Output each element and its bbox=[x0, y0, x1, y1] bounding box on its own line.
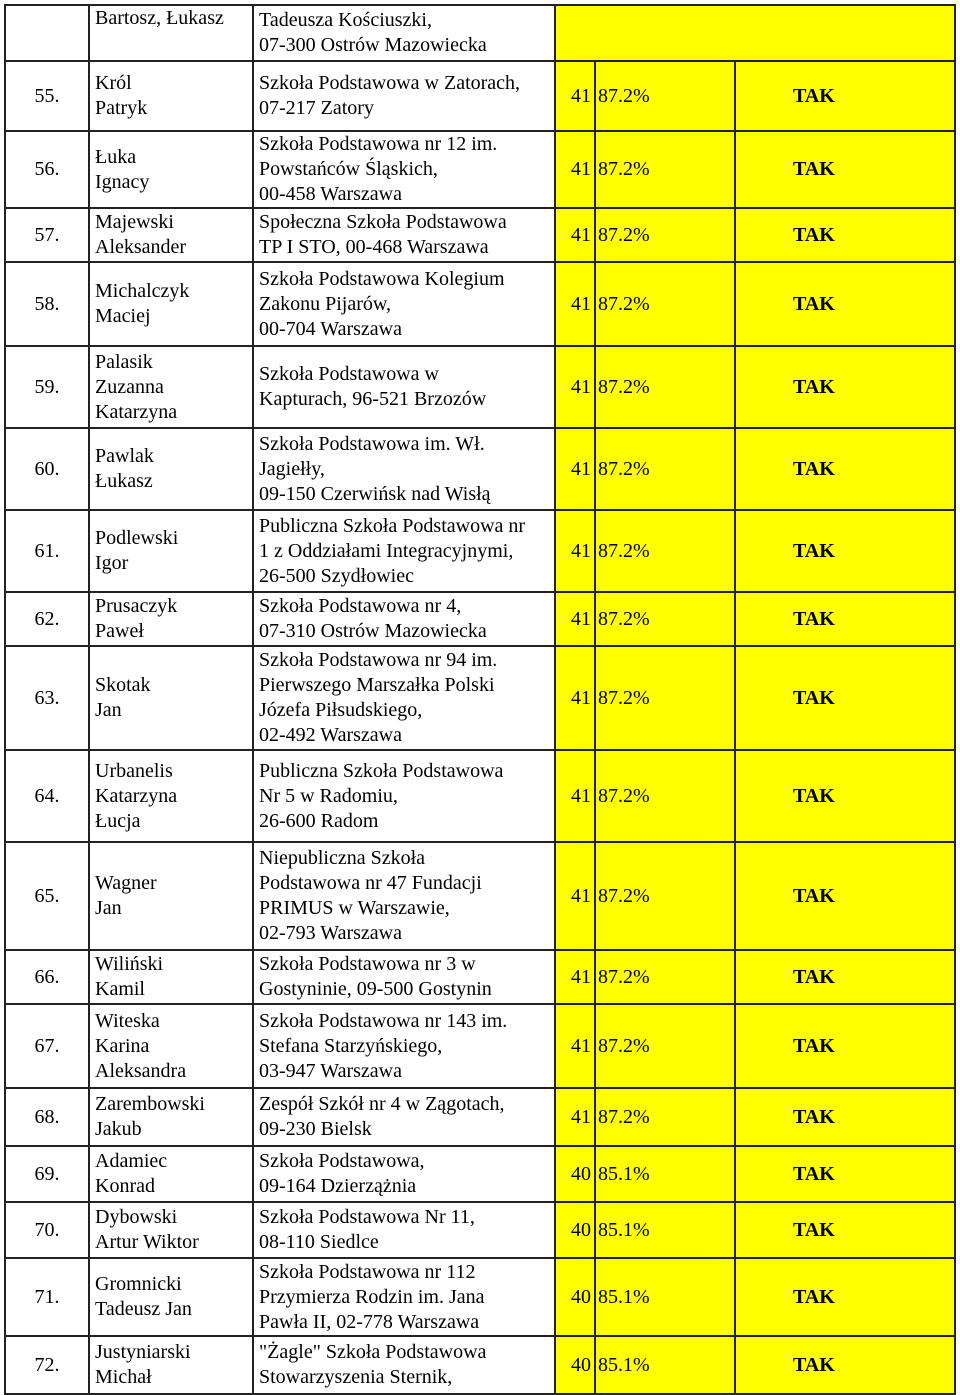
school-address-line: Józefa Piłsudskiego, bbox=[259, 699, 423, 721]
school-address bbox=[253, 1336, 555, 1394]
student-name-line: Maciej bbox=[95, 305, 151, 327]
school-address-line: 02-492 Warszawa bbox=[259, 724, 402, 746]
table-row bbox=[5, 262, 955, 346]
school-address-line: 1 z Oddziałami Integracyjnymi, bbox=[259, 539, 514, 562]
student-name-line: Dybowski bbox=[95, 1206, 178, 1228]
school-address-line: Publiczna Szkoła Podstawowa nr bbox=[259, 514, 526, 537]
student-name-line: Bartosz, Łukasz bbox=[95, 7, 224, 29]
student-name-line: Karina bbox=[95, 1034, 150, 1057]
student-name bbox=[89, 262, 253, 346]
student-name-line: Wagner bbox=[95, 872, 157, 894]
percent-cell: 87.2% bbox=[595, 950, 735, 1004]
school-address-line: Stefana Starzyńskiego, bbox=[259, 1034, 443, 1057]
qualified-status: TAK bbox=[735, 1088, 955, 1146]
school-address-line: 09-150 Czerwińsk nad Wisłą bbox=[259, 482, 491, 505]
qualified-status: TAK bbox=[735, 1336, 955, 1394]
school-address bbox=[253, 750, 555, 842]
student-name-line: Paweł bbox=[95, 620, 144, 642]
student-name-line: Gromnicki bbox=[95, 1273, 182, 1295]
score-cell-empty bbox=[555, 5, 955, 61]
student-name-line: Katarzyna bbox=[95, 784, 178, 807]
school-address-line: Powstańców Śląskich, bbox=[259, 158, 438, 180]
table-row bbox=[5, 1146, 955, 1202]
school-address-line: 07-300 Ostrów Mazowiecka bbox=[259, 34, 487, 56]
school-address bbox=[253, 1258, 555, 1336]
points-cell: 41 bbox=[555, 1004, 595, 1088]
student-name-line: Witeska bbox=[95, 1009, 160, 1032]
qualified-status: TAK bbox=[735, 750, 955, 842]
student-name-line: Prusaczyk bbox=[95, 595, 178, 617]
row-number: 68. bbox=[5, 1088, 89, 1146]
table-row bbox=[5, 208, 955, 262]
results-table bbox=[4, 4, 956, 1395]
row-number: 58. bbox=[5, 262, 89, 346]
student-name-line: Król bbox=[95, 72, 132, 94]
qualified-status: TAK bbox=[735, 262, 955, 346]
school-address-line: Podstawowa nr 47 Fundacji bbox=[259, 872, 482, 894]
table-row bbox=[5, 61, 955, 131]
qualified-status: TAK bbox=[735, 61, 955, 131]
student-name bbox=[89, 131, 253, 208]
school-address bbox=[253, 646, 555, 750]
student-name-line: Majewski bbox=[95, 211, 174, 233]
table-row bbox=[5, 1202, 955, 1258]
table-row bbox=[5, 346, 955, 428]
student-name bbox=[89, 750, 253, 842]
school-address bbox=[253, 842, 555, 950]
percent-cell: 87.2% bbox=[595, 346, 735, 428]
table-row bbox=[5, 428, 955, 510]
row-number: 55. bbox=[5, 61, 89, 131]
school-address-line: Szkoła Podstawowa im. Wł. bbox=[259, 432, 485, 455]
percent-cell: 85.1% bbox=[595, 1258, 735, 1336]
table-row bbox=[5, 750, 955, 842]
row-number: 56. bbox=[5, 131, 89, 208]
school-address-line: Szkoła Podstawowa, bbox=[259, 1150, 425, 1172]
student-name-line: Patryk bbox=[95, 97, 148, 119]
student-name-line: Pawlak bbox=[95, 445, 154, 467]
school-address-line: Pawła II, 02-778 Warszawa bbox=[259, 1310, 480, 1333]
student-name bbox=[89, 1088, 253, 1146]
school-address-line: Szkoła Podstawowa nr 112 bbox=[259, 1260, 476, 1283]
qualified-status: TAK bbox=[735, 950, 955, 1004]
student-name bbox=[89, 428, 253, 510]
school-address bbox=[253, 131, 555, 208]
row-number: 61. bbox=[5, 510, 89, 592]
student-name bbox=[89, 1258, 253, 1336]
qualified-status: TAK bbox=[735, 842, 955, 950]
school-address-line: Społeczna Szkoła Podstawowa bbox=[259, 211, 507, 233]
qualified-status: TAK bbox=[735, 131, 955, 208]
student-name bbox=[89, 646, 253, 750]
percent-cell: 85.1% bbox=[595, 1202, 735, 1258]
qualified-status: TAK bbox=[735, 592, 955, 646]
school-address-line: Niepubliczna Szkoła bbox=[259, 847, 426, 869]
qualified-status: TAK bbox=[735, 1146, 955, 1202]
student-name bbox=[89, 5, 253, 61]
school-address-line: 02-793 Warszawa bbox=[259, 922, 402, 944]
points-cell: 41 bbox=[555, 61, 595, 131]
qualified-status: TAK bbox=[735, 1202, 955, 1258]
percent-cell: 87.2% bbox=[595, 428, 735, 510]
table-row bbox=[5, 592, 955, 646]
school-address-line: Szkoła Podstawowa nr 3 w bbox=[259, 953, 476, 975]
school-address bbox=[253, 61, 555, 131]
student-name-line: Michał bbox=[95, 1366, 152, 1388]
student-name bbox=[89, 510, 253, 592]
student-name-line: Ignacy bbox=[95, 170, 150, 193]
school-address-line: 00-458 Warszawa bbox=[259, 183, 402, 205]
percent-cell: 87.2% bbox=[595, 592, 735, 646]
row-number: 59. bbox=[5, 346, 89, 428]
school-address bbox=[253, 592, 555, 646]
school-address-line: Szkoła Podstawowa Nr 11, bbox=[259, 1206, 475, 1228]
school-address-line: Szkoła Podstawowa nr 94 im. bbox=[259, 649, 498, 671]
student-name bbox=[89, 208, 253, 262]
student-name bbox=[89, 842, 253, 950]
percent-cell: 87.2% bbox=[595, 510, 735, 592]
student-name-line: Aleksandra bbox=[95, 1059, 187, 1082]
row-number: 63. bbox=[5, 646, 89, 750]
school-address-line: Szkoła Podstawowa nr 12 im. bbox=[259, 133, 498, 155]
school-address-line: Szkoła Podstawowa w Zatorach, bbox=[259, 72, 521, 94]
student-name-line: Łukasz bbox=[95, 470, 153, 492]
school-address bbox=[253, 1088, 555, 1146]
row-number: 65. bbox=[5, 842, 89, 950]
student-name-line: Konrad bbox=[95, 1175, 155, 1197]
qualified-status: TAK bbox=[735, 428, 955, 510]
row-number: 60. bbox=[5, 428, 89, 510]
school-address-line: Szkoła Podstawowa w bbox=[259, 363, 439, 385]
percent-cell: 87.2% bbox=[595, 1004, 735, 1088]
school-address-line: "Żagle" Szkoła Podstawowa bbox=[259, 1341, 487, 1363]
student-name-line: Kamil bbox=[95, 978, 145, 1000]
student-name-line: Łucja bbox=[95, 809, 141, 832]
points-cell: 41 bbox=[555, 428, 595, 510]
points-cell: 40 bbox=[555, 1258, 595, 1336]
school-address-line: 03-947 Warszawa bbox=[259, 1059, 402, 1082]
school-address-line: Przymierza Rodzin im. Jana bbox=[259, 1285, 485, 1308]
school-address bbox=[253, 1146, 555, 1202]
table-row bbox=[5, 510, 955, 592]
school-address-line: 08-110 Siedlce bbox=[259, 1231, 379, 1253]
percent-cell: 87.2% bbox=[595, 750, 735, 842]
points-cell: 41 bbox=[555, 262, 595, 346]
percent-cell: 87.2% bbox=[595, 61, 735, 131]
row-number: 67. bbox=[5, 1004, 89, 1088]
school-address-line: Gostyninie, 09-500 Gostynin bbox=[259, 978, 492, 1000]
student-name-line: Zarembowski bbox=[95, 1093, 205, 1115]
points-cell: 41 bbox=[555, 131, 595, 208]
table-row bbox=[5, 1004, 955, 1088]
points-cell: 41 bbox=[555, 842, 595, 950]
points-cell: 41 bbox=[555, 750, 595, 842]
row-number: 70. bbox=[5, 1202, 89, 1258]
points-cell: 41 bbox=[555, 646, 595, 750]
points-cell: 41 bbox=[555, 592, 595, 646]
school-address-line: PRIMUS w Warszawie, bbox=[259, 897, 450, 919]
school-address-line: Pierwszego Marszałka Polski bbox=[259, 674, 495, 696]
percent-cell: 87.2% bbox=[595, 131, 735, 208]
school-address-line: Stowarzyszenia Sternik, bbox=[259, 1366, 453, 1388]
school-address-line: Nr 5 w Radomiu, bbox=[259, 784, 398, 807]
student-name bbox=[89, 61, 253, 131]
table-row bbox=[5, 1088, 955, 1146]
row-number: 66. bbox=[5, 950, 89, 1004]
student-name-line: Wiliński bbox=[95, 953, 164, 975]
table-row-continued bbox=[5, 5, 955, 61]
school-address-line: Zakonu Pijarów, bbox=[259, 292, 392, 315]
school-address-line: Szkoła Podstawowa nr 4, bbox=[259, 595, 462, 617]
school-address bbox=[253, 208, 555, 262]
school-address bbox=[253, 510, 555, 592]
student-name-line: Zuzanna bbox=[95, 375, 164, 398]
row-number: 64. bbox=[5, 750, 89, 842]
student-name bbox=[89, 346, 253, 428]
school-address-line: 07-217 Zatory bbox=[259, 97, 374, 119]
school-address-line: Szkoła Podstawowa Kolegium bbox=[259, 267, 505, 290]
student-name bbox=[89, 592, 253, 646]
school-address-line: 26-500 Szydłowiec bbox=[259, 564, 414, 587]
percent-cell: 87.2% bbox=[595, 842, 735, 950]
school-address bbox=[253, 428, 555, 510]
points-cell: 41 bbox=[555, 510, 595, 592]
school-address-line: Szkoła Podstawowa nr 143 im. bbox=[259, 1009, 508, 1032]
school-address-line: 07-310 Ostrów Mazowiecka bbox=[259, 620, 487, 642]
student-name bbox=[89, 1336, 253, 1394]
table-row bbox=[5, 1336, 955, 1394]
school-address-line: 00-704 Warszawa bbox=[259, 317, 402, 340]
percent-cell: 85.1% bbox=[595, 1146, 735, 1202]
student-name-line: Jan bbox=[95, 897, 122, 919]
student-name-line: Michalczyk bbox=[95, 280, 190, 302]
school-address bbox=[253, 5, 555, 61]
percent-cell: 85.1% bbox=[595, 1336, 735, 1394]
school-address bbox=[253, 346, 555, 428]
school-address-line: Tadeusza Kościuszki, bbox=[259, 9, 432, 31]
student-name bbox=[89, 1146, 253, 1202]
row-number: 62. bbox=[5, 592, 89, 646]
points-cell: 41 bbox=[555, 1088, 595, 1146]
student-name-line: Artur Wiktor bbox=[95, 1231, 199, 1253]
school-address bbox=[253, 950, 555, 1004]
student-name-line: Aleksander bbox=[95, 236, 187, 258]
student-name-line: Adamiec bbox=[95, 1150, 168, 1172]
table-row bbox=[5, 950, 955, 1004]
row-number: 69. bbox=[5, 1146, 89, 1202]
student-name bbox=[89, 950, 253, 1004]
points-cell: 40 bbox=[555, 1336, 595, 1394]
points-cell: 40 bbox=[555, 1146, 595, 1202]
percent-cell: 87.2% bbox=[595, 262, 735, 346]
qualified-status: TAK bbox=[735, 646, 955, 750]
student-name-line: Tadeusz Jan bbox=[95, 1298, 192, 1320]
table-row bbox=[5, 131, 955, 208]
student-name-line: Łuka bbox=[95, 145, 137, 168]
school-address-line: 26-600 Radom bbox=[259, 809, 379, 832]
table-row bbox=[5, 842, 955, 950]
school-address bbox=[253, 1202, 555, 1258]
student-name-line: Katarzyna bbox=[95, 400, 178, 423]
qualified-status: TAK bbox=[735, 1258, 955, 1336]
row-number bbox=[5, 5, 89, 61]
student-name-line: Jakub bbox=[95, 1118, 142, 1140]
school-address-line: 09-164 Dzierzążnia bbox=[259, 1175, 417, 1197]
student-name bbox=[89, 1004, 253, 1088]
percent-cell: 87.2% bbox=[595, 208, 735, 262]
school-address-line: Kapturach, 96-521 Brzozów bbox=[259, 388, 487, 410]
student-name-line: Urbanelis bbox=[95, 759, 173, 782]
school-address-line: Jagiełły, bbox=[259, 457, 325, 480]
row-number: 72. bbox=[5, 1336, 89, 1394]
school-address bbox=[253, 1004, 555, 1088]
student-name-line: Jan bbox=[95, 699, 122, 721]
school-address bbox=[253, 262, 555, 346]
points-cell: 40 bbox=[555, 1202, 595, 1258]
school-address-line: 09-230 Bielsk bbox=[259, 1118, 372, 1140]
points-cell: 41 bbox=[555, 208, 595, 262]
student-name-line: Palasik bbox=[95, 350, 153, 373]
qualified-status: TAK bbox=[735, 208, 955, 262]
student-name-line: Podlewski bbox=[95, 527, 179, 549]
student-name-line: Igor bbox=[95, 552, 129, 574]
percent-cell: 87.2% bbox=[595, 1088, 735, 1146]
points-cell: 41 bbox=[555, 346, 595, 428]
student-name-line: Justyniarski bbox=[95, 1341, 191, 1363]
results-table-body bbox=[5, 5, 955, 1394]
student-name bbox=[89, 1202, 253, 1258]
qualified-status: TAK bbox=[735, 1004, 955, 1088]
school-address-line: Zespół Szkół nr 4 w Zągotach, bbox=[259, 1093, 505, 1115]
percent-cell: 87.2% bbox=[595, 646, 735, 750]
row-number: 71. bbox=[5, 1258, 89, 1336]
student-name-line: Skotak bbox=[95, 674, 151, 696]
school-address-line: TP I STO, 00-468 Warszawa bbox=[259, 236, 489, 258]
table-row bbox=[5, 646, 955, 750]
points-cell: 41 bbox=[555, 950, 595, 1004]
qualified-status: TAK bbox=[735, 510, 955, 592]
table-row bbox=[5, 1258, 955, 1336]
school-address-line: Publiczna Szkoła Podstawowa bbox=[259, 759, 504, 782]
row-number: 57. bbox=[5, 208, 89, 262]
qualified-status: TAK bbox=[735, 346, 955, 428]
